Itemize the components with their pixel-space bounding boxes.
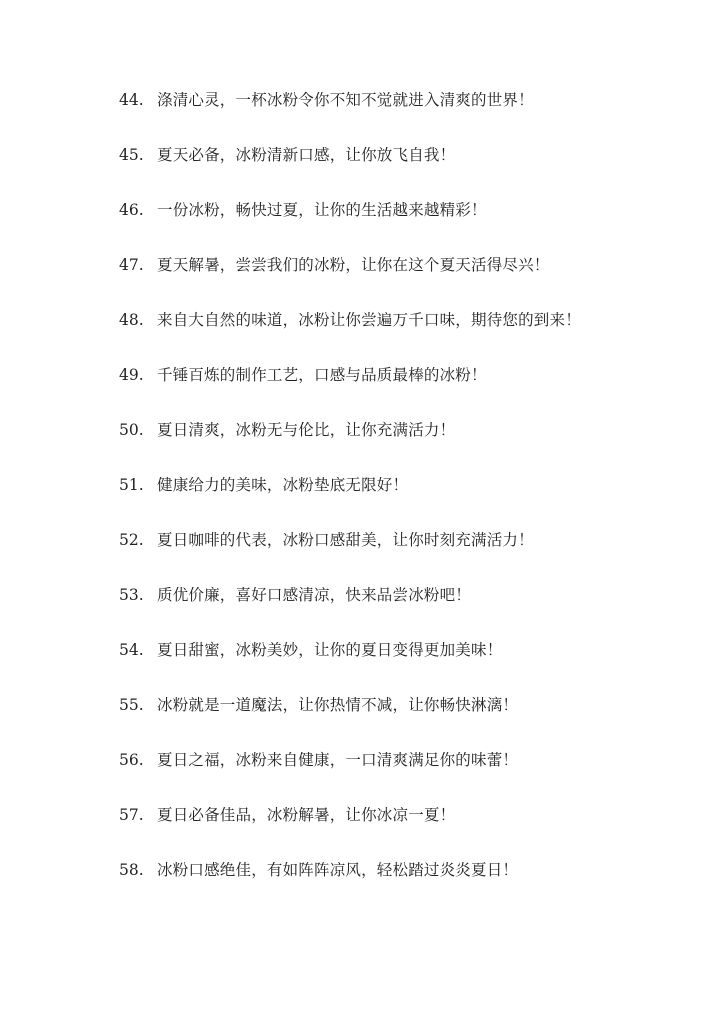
- item-number: 56.: [119, 751, 144, 769]
- item-text: 夏天解暑，尝尝我们的冰粉，让你在这个夏天活得尽兴！: [157, 256, 550, 274]
- list-item: [0, 361, 720, 389]
- item-text: 冰粉就是一道魔法，让你热情不减，让你畅快淋漓！: [157, 696, 519, 714]
- list-item: [0, 636, 720, 664]
- item-number: 51.: [119, 476, 144, 494]
- item-number: 48.: [119, 311, 144, 329]
- list-item: [0, 856, 720, 884]
- list-item: [0, 86, 720, 114]
- item-text: 一份冰粉，畅快过夏，让你的生活越来越精彩！: [157, 201, 487, 219]
- item-number: 45.: [119, 146, 144, 164]
- item-number: 57.: [119, 806, 144, 824]
- item-number: 49.: [119, 366, 144, 384]
- item-number: 55.: [119, 696, 144, 714]
- item-text: 质优价廉，喜好口感清凉，快来品尝冰粉吧！: [157, 586, 472, 604]
- list-item: [0, 801, 720, 829]
- list-item: [0, 691, 720, 719]
- list-item: [0, 306, 720, 334]
- list-item: [0, 196, 720, 224]
- item-text: 夏日甜蜜，冰粉美妙，让你的夏日变得更加美味！: [157, 641, 503, 659]
- item-text: 健康给力的美味，冰粉垫底无限好！: [157, 476, 409, 494]
- item-text: 夏日必备佳品，冰粉解暑，让你冰凉一夏！: [157, 806, 456, 824]
- list-item: [0, 416, 720, 444]
- item-number: 54.: [119, 641, 144, 659]
- list-item: [0, 746, 720, 774]
- item-text: 涤清心灵，一杯冰粉令你不知不觉就进入清爽的世界！: [157, 91, 534, 109]
- list-item: [0, 251, 720, 279]
- item-number: 52.: [119, 531, 144, 549]
- item-text: 夏日之福，冰粉来自健康，一口清爽满足你的味蕾！: [157, 751, 519, 769]
- list-item: [0, 141, 720, 169]
- item-text: 夏日咖啡的代表，冰粉口感甜美，让你时刻充满活力！: [157, 531, 534, 549]
- list-item: [0, 471, 720, 499]
- list-item: [0, 581, 720, 609]
- item-number: 50.: [119, 421, 144, 439]
- item-number: 58.: [119, 861, 144, 879]
- item-number: 53.: [119, 586, 144, 604]
- item-number: 47.: [119, 256, 144, 274]
- item-text: 千锤百炼的制作工艺，口感与品质最棒的冰粉！: [157, 366, 487, 384]
- item-number: 46.: [119, 201, 144, 219]
- item-text: 冰粉口感绝佳，有如阵阵凉风，轻松踏过炎炎夏日！: [157, 861, 519, 879]
- item-number: 44.: [119, 91, 144, 109]
- slogan-list: [0, 86, 720, 911]
- list-item: [0, 526, 720, 554]
- item-text: 来自大自然的味道，冰粉让你尝遍万千口味，期待您的到来！: [157, 311, 581, 329]
- item-text: 夏天必备，冰粉清新口感，让你放飞自我！: [157, 146, 456, 164]
- item-text: 夏日清爽，冰粉无与伦比，让你充满活力！: [157, 421, 456, 439]
